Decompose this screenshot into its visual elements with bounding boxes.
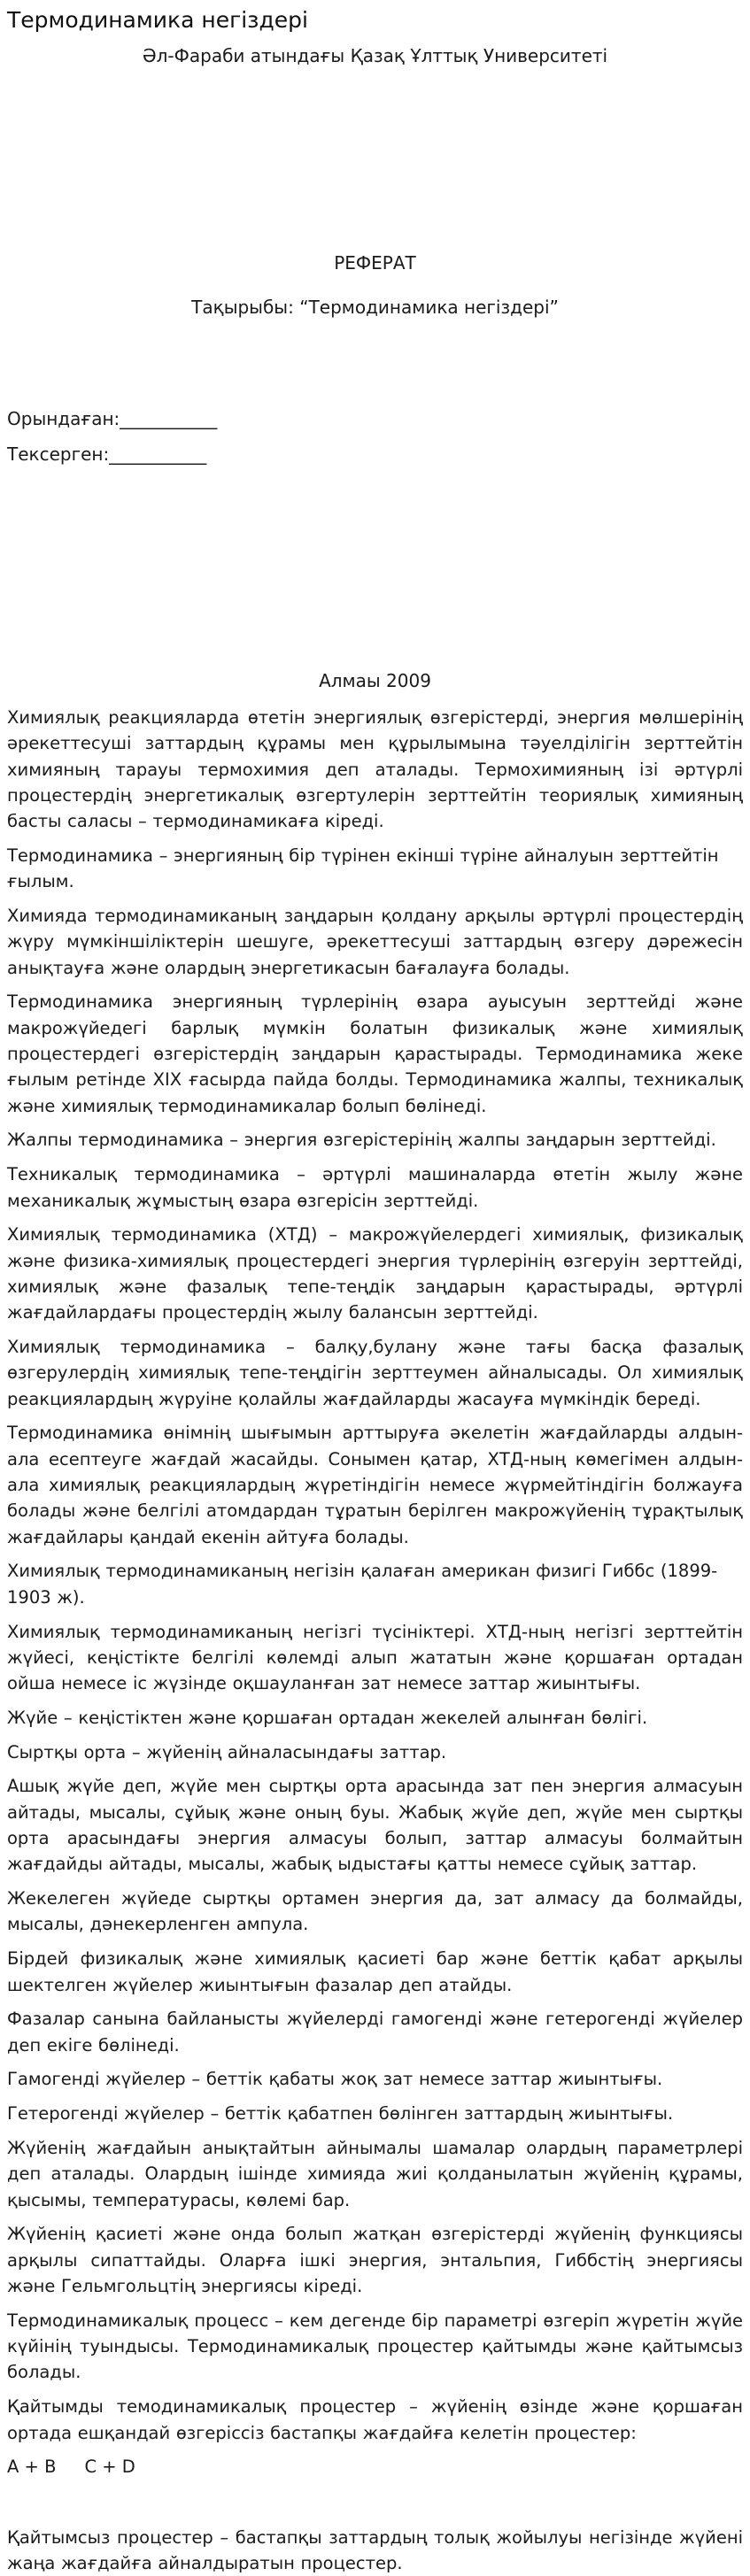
- paragraph-definition: Термодинамика – энергияның бір түрінен екінші түріне айналуын зерттейтін ғылым.: [7, 845, 719, 892]
- paragraph-basic-concepts: Химиялық термодинамиканың негізгі түсініктері. ХТД-ның негізгі зерттейтін жүйесі, кеңістікте белгілі көлемді алып жататын және қоршаған ортадан ойша немесе іс жүзінде оқшауланған зат немесе заттар жиынтығы.: [7, 1621, 743, 1694]
- paragraph-technical-thermo: Техникалық термодинамика – әртүрлі машиналарда өтетін жылу және механикалық жұмыстың өзара өзгерісін зерттейді.: [7, 1164, 743, 1211]
- report-label: РЕФЕРАТ: [334, 252, 416, 274]
- paragraph-homo-hetero: Фазалар санына байланысты жүйелерді гамогенді және гетерогенді жүйелер деп екіге бөлінеді.: [7, 2009, 743, 2055]
- checker-field: Тексерген:___________: [7, 443, 207, 465]
- city-year: Алмаы 2009: [319, 670, 431, 691]
- paragraph-general-thermo: Жалпы термодинамика – энергия өзгерістерінің жалпы заңдарын зерттейді.: [7, 1130, 716, 1151]
- report-topic: Тақырыбы: “Термодинамика негіздері”: [191, 297, 559, 318]
- paragraph-homogeneous: Гамогенді жүйелер – беттік қабаты жоқ зат немесе заттар жиынтығы.: [7, 2069, 663, 2090]
- paragraph-chemistry-laws: Химияда термодинамиканың заңдарын қолдану арқылы әртүрлі процестердің жүру мүмкіншіліктерін шешуге, әрекеттесуші заттардың өзгеру дәрежесін анықтауға және олардың энергетикасын бағалауға болады.: [7, 906, 743, 978]
- paragraph-energy-types: Термодинамика энергияның түрлерінің өзара ауысуын зерттейді және макрожүйедегі барлық мүмкін болатын физикалық және химиялық процестердегі өзгерістердің заңдарын қарастырады. Термодинамика жеке ғылым ретінде ХІХ ғасырда пайда болды. Термодинамика жалпы, техникалық және химиялық термодинамикалар болып бөлінеді.: [7, 991, 743, 1116]
- formula-products: C + D: [84, 2456, 135, 2478]
- formula-reactants: A + B: [7, 2456, 57, 2478]
- paragraph-environment: Сыртқы орта – жүйенің айналасындағы заттар.: [7, 1741, 447, 1762]
- paragraph-irreversible: Қайтымсыз процестер – бастапқы заттардың толық жойылуы негізінде жүйені жаңа жағдайға айналдыратын процестер.: [7, 2526, 743, 2574]
- paragraph-open-closed: Ашық жүйе деп, жүйе мен сыртқы орта арасында зат пен энергия алмасуын айтады, мысалы, сұйық және оның буы. Жабық жүйе деп, жүйе мен сыртқы орта арасындағы энергия алмасуы болып, заттар алмасуы болмайтын жағдайды айтады, мысалы, жабық ыдыстағы қатты немесе сұйық заттар.: [7, 1776, 743, 1875]
- paragraph-phases: Бірдей физикалық және химиялық қасиеті бар және беттік қабат арқылы шектелген жүйелер жиынтығын фазалар деп атайды.: [7, 1948, 743, 1995]
- document-title: Термодинамика негіздері: [7, 7, 308, 33]
- paragraph-gibbs: Химиялық термодинамиканың негізін қалаған американ физигі Гиббс (1899-1903 ж).: [7, 1561, 718, 1608]
- paragraph-heterogeneous: Гетерогенді жүйелер – беттік қабатпен бөлінген заттардың жиынтығы.: [7, 2103, 674, 2125]
- paragraph-phase-changes: Химиялық термодинамика – балқу,булану және тағы басқа фазалық өзгерулердің химиялық тепе-теңдігін зерттеумен айналысады. Ол химиялық реакциялардың жүруіне қолайлы жағдайларды жасауға мүмкіндік береді.: [7, 1337, 743, 1409]
- paragraph-parameters: Жүйенің жағдайын анықтайтын айнымалы шамалар олардың параметрлері деп аталады. Олардың ішінде химияда жиі қолданылатын жүйенің құрамы, қысымы, температурасы, көлемі бар.: [7, 2138, 743, 2210]
- paragraph-reversible: Қайтымды темодинамикалық процестер – жүйенің өзінде және қоршаған ортада ешқандай өзгеріссіз бастапқы жағдайға келетін процестер:: [7, 2396, 743, 2443]
- performer-field: Орындаған:___________: [7, 408, 218, 429]
- paragraph-process: Термодинамикалық процесс – кем дегенде бір параметрі өзгеріп жүретін жүйе күйінің туындысы. Термодинамикалық процестер қайтымды және қайтымсыз болады.: [7, 2310, 743, 2383]
- paragraph-chemical-thermo: Химиялық термодинамика (ХТД) – макрожүйелердегі химиялық, физикалық және физика-химиялық процестердегі энергия түрлерінің өзгеруін зерттейді, химиялық және фазалық тепе-теңдік заңдарын қарастырады, әртүрлі жағдайлардағы процестердің жылу балансын зерттейді.: [7, 1224, 743, 1323]
- reaction-formula: [7, 2454, 743, 2516]
- paragraph-thermochemistry: Химиялық реакцияларда өтетін энергиялық өзгерістерді, энергия мөлшерінің әрекеттесуші заттардың құрамы мен құрылымына тәуелділігін зерттейтін химияның тарауы термохимия деп аталады. Термохимияның ізі әртүрлі процестердің энергетикалық өзгертулерін зерттейтін теориялық химияның басты саласы – термодинамикаға кіреді.: [7, 707, 743, 832]
- paragraph-system: Жүйе – кеңістіктен және қоршаған ортадан жекелей алынған бөлігі.: [7, 1707, 648, 1728]
- paragraph-isolated: Жекелеген жүйеде сыртқы ортамен энергия да, зат алмасу да болмайды, мысалы, дәнекерленген ампула.: [7, 1888, 743, 1935]
- paragraph-yield: Термодинамика өнімнің шығымын арттыруға әкелетін жағдайларды алдын-ала есептеуге жағдай жасайды. Сонымен қатар, ХТД-ның көмегімен алдын-ала химиялық реакциялардың жүретіндігін немесе жүрмейтіндігін болжауға болады және белгілі атомдардан тұратын берілген макрожүйенің тұрақтылық жағдайлары қандай екенін айтуға болады.: [7, 1423, 743, 1547]
- university-name: Әл-Фараби атындағы Қазақ Ұлттық Университеті: [142, 45, 608, 66]
- body-text: [7, 705, 743, 2576]
- paragraph-functions: Жүйенің қасиеті және онда болып жатқан өзгерістерді жүйенің функциясы арқылы сипаттайды. Оларға ішкі энергия, энтальпия, Гиббстің энергиясы және Гельмгольцтің энергиясы кіреді.: [7, 2224, 743, 2297]
